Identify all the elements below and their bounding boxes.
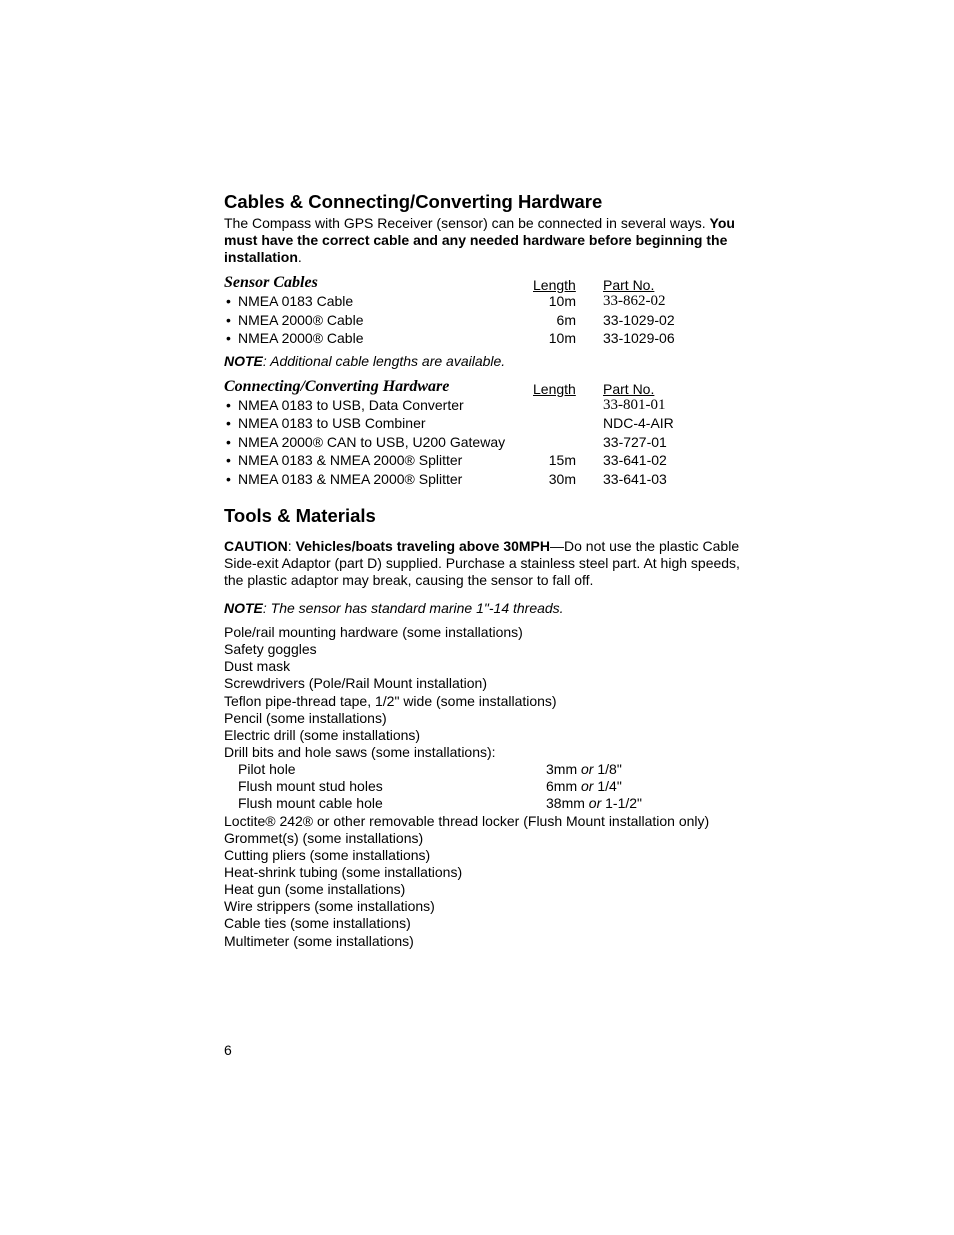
drill-bit-label: Pilot hole (238, 761, 296, 778)
note-cable-lengths (224, 353, 744, 370)
list-item: Heat gun (some installations) (224, 881, 406, 898)
size-inch: 1-1/2" (605, 795, 643, 812)
bullet: • (226, 396, 231, 413)
item-part: 33-727-01 (603, 433, 667, 450)
item-part: 33-801-01 (603, 396, 666, 413)
list-item: Multimeter (some installations) (224, 932, 414, 949)
caution-text: —Do not use the plastic Cable Side-exit Adaptor (part D) supplied. Purchase a stainless steel part. At high speeds, the plastic adaptor may break, causing the sensor to fall off. (224, 538, 740, 588)
sensor-cables-header (224, 274, 744, 293)
caution-sep: : (287, 538, 296, 554)
item-length: 10m (548, 293, 576, 309)
bullet: • (226, 470, 231, 487)
list-item: Heat-shrink tubing (some installations) (224, 863, 463, 880)
note-label: NOTE (224, 352, 263, 369)
drill-bit-row (224, 778, 744, 795)
caution-label: CAUTION (224, 538, 288, 554)
size-inch: 1/4" (597, 778, 622, 795)
note-text: : The sensor has standard marine 1"-14 threads. (262, 600, 564, 616)
size-mm: 6mm (546, 778, 578, 795)
drill-bit-row (224, 761, 744, 778)
drill-bit-size (546, 795, 642, 812)
tools-list (224, 624, 744, 950)
drill-bit-label: Flush mount cable hole (238, 795, 383, 812)
hardware-header (224, 378, 744, 397)
list-item: Cable ties (some installations) (224, 915, 411, 932)
section-title-cables: Cables & Connecting/Converting Hardware (224, 191, 603, 212)
item-length: 10m (548, 330, 576, 346)
hardware-heading: Connecting/Converting Hardware (224, 377, 450, 395)
list-item: Dust mask (224, 658, 291, 675)
item-part: 33-641-03 (603, 470, 667, 487)
bullet: • (226, 293, 231, 309)
list-item: Loctite® 242® or other removable thread locker (Flush Mount installation only) (224, 812, 710, 829)
item-name: NMEA 2000® Cable (238, 311, 364, 328)
bullet: • (226, 311, 231, 328)
item-name: NMEA 0183 to USB, Data Converter (238, 396, 464, 413)
list-item: Safety goggles (224, 641, 317, 658)
list-item (224, 397, 744, 416)
item-name: NMEA 0183 to USB Combiner (238, 415, 426, 431)
list-item: Drill bits and hole saws (some installations): (224, 743, 496, 760)
list-item: Pole/rail mounting hardware (some installations) (224, 624, 523, 640)
length-column-header: Length (533, 380, 576, 397)
item-part: 33-641-02 (603, 452, 667, 468)
part-column-header: Part No. (603, 380, 655, 397)
drill-bit-size (546, 778, 622, 795)
bullet: • (226, 330, 231, 346)
bullet: • (226, 433, 231, 450)
note-label: NOTE (224, 600, 263, 616)
drill-bit-size (546, 761, 622, 778)
hardware-list (224, 397, 744, 490)
sensor-cables-list (224, 293, 744, 349)
or-word: or (581, 761, 594, 778)
list-item (224, 471, 744, 490)
item-part: 33-1029-06 (603, 330, 675, 346)
list-item (224, 415, 744, 434)
list-item (224, 312, 744, 331)
size-mm: 3mm (546, 761, 578, 778)
item-part: 33-862-02 (603, 293, 666, 309)
intro-paragraph (224, 215, 744, 266)
item-name: NMEA 0183 & NMEA 2000® Splitter (238, 470, 463, 487)
intro-bold-text: You must have the correct cable and any needed hardware before beginning the installation (224, 215, 735, 265)
part-column-header: Part No. (603, 277, 655, 293)
caution-bold-text: Vehicles/boats traveling above 30MPH (295, 538, 550, 554)
page-number: 6 (224, 1042, 232, 1058)
list-item: Wire strippers (some installations) (224, 898, 435, 915)
size-inch: 1/8" (597, 761, 622, 778)
length-column-header: Length (533, 277, 576, 293)
item-name: NMEA 0183 Cable (238, 293, 354, 309)
list-item: Grommet(s) (some installations) (224, 829, 424, 846)
list-item (224, 452, 744, 471)
list-item: Screwdrivers (Pole/Rail Mount installation) (224, 675, 487, 692)
bullet: • (226, 452, 231, 468)
list-item: Teflon pipe-thread tape, 1/2" wide (some installations) (224, 692, 557, 709)
note-text: : Additional cable lengths are available. (262, 352, 506, 369)
list-item: Cutting pliers (some installations) (224, 846, 431, 863)
list-item (224, 293, 744, 312)
list-item: Pencil (some installations) (224, 709, 387, 726)
section-title-tools: Tools & Materials (224, 505, 376, 526)
intro-text: The Compass with GPS Receiver (sensor) can be connected in several ways. (224, 215, 706, 231)
item-name: NMEA 2000® CAN to USB, U200 Gateway (238, 433, 506, 450)
drill-bit-label: Flush mount stud holes (238, 778, 383, 795)
item-part: NDC-4-AIR (603, 415, 674, 431)
page-content (224, 191, 744, 950)
item-part: 33-1029-02 (603, 311, 675, 328)
drill-bit-row (224, 795, 744, 812)
caution-paragraph (224, 538, 744, 589)
item-name: NMEA 0183 & NMEA 2000® Splitter (238, 452, 463, 468)
or-word: or (581, 778, 594, 795)
list-item (224, 330, 744, 349)
bullet: • (226, 415, 231, 431)
sensor-cables-heading: Sensor Cables (224, 274, 318, 291)
or-word: or (588, 795, 602, 812)
item-length: 30m (548, 470, 576, 487)
intro-end: . (297, 249, 302, 265)
item-length: 15m (548, 452, 576, 468)
item-length: 6m (556, 311, 576, 328)
size-mm: 38mm (546, 795, 585, 812)
list-item (224, 434, 744, 453)
note-threads (224, 600, 744, 617)
list-item: Electric drill (some installations) (224, 726, 421, 743)
item-name: NMEA 2000® Cable (238, 330, 364, 346)
